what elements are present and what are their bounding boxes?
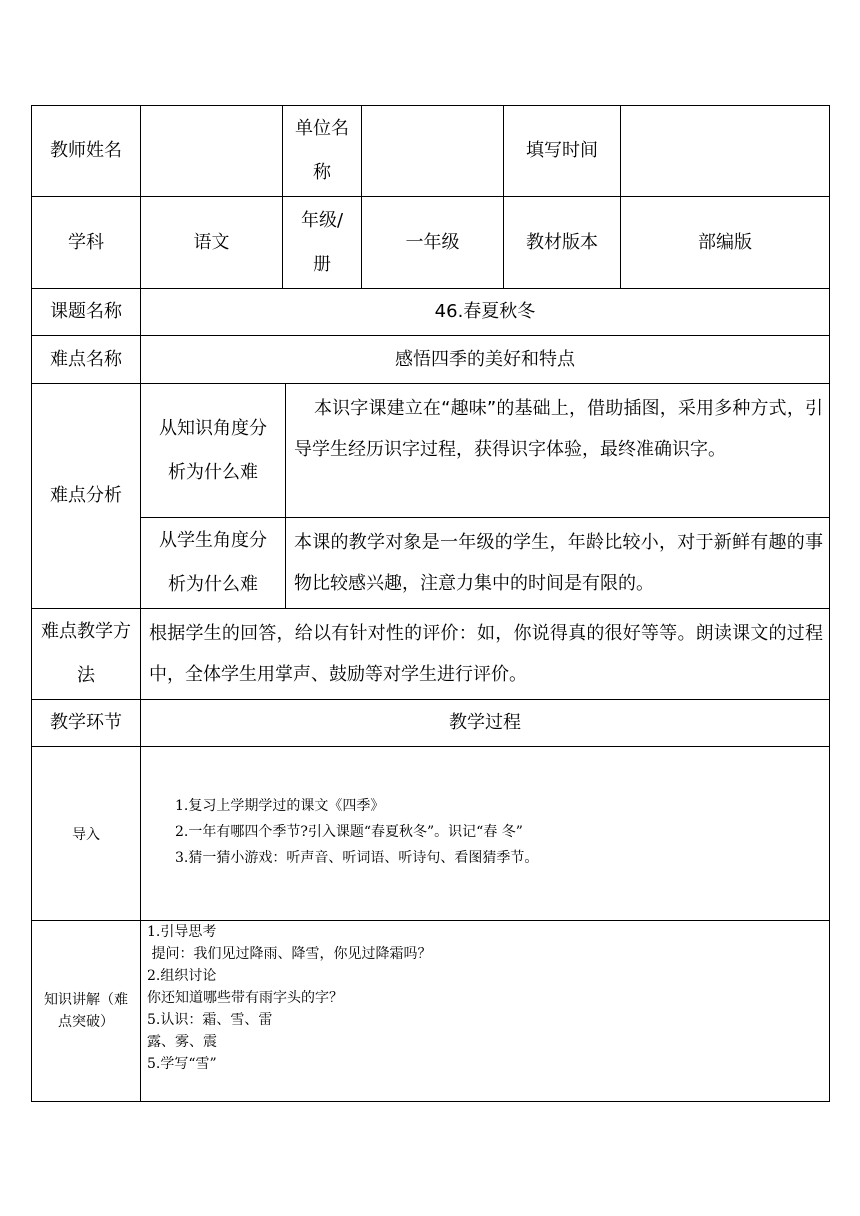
intro-item: 2.一年有哪四个季节?引入课题“春夏秋冬”。识记“春 冬” xyxy=(175,824,523,840)
topic-label xyxy=(31,288,141,336)
process-header-value xyxy=(140,699,830,747)
method-label-text: 难点教学方法 xyxy=(41,621,131,686)
topic-value xyxy=(140,288,830,336)
edition-label-text: 教材版本 xyxy=(526,231,598,253)
fill-time-value xyxy=(620,105,830,197)
difficulty-value-text: 感悟四季的美好和特点 xyxy=(395,348,575,370)
topic-value-text: 46.春夏秋冬 xyxy=(434,301,536,322)
process-header-label-text: 教学环节 xyxy=(50,712,122,733)
knowledge-angle-text xyxy=(285,383,830,518)
grade-value-text: 一年级 xyxy=(405,231,460,253)
intro-content xyxy=(140,746,830,921)
subject-value xyxy=(140,196,283,289)
process-header-label xyxy=(31,699,141,747)
knowledge-lecture-label-text: 知识讲解（难点突破） xyxy=(44,992,128,1030)
grade-label-text: 年级/册 xyxy=(300,209,344,275)
edition-value-text: 部编版 xyxy=(698,231,752,253)
difficulty-label-text: 难点名称 xyxy=(50,348,122,370)
student-angle-label-text: 从学生角度分析为什么难 xyxy=(159,530,267,595)
method-label xyxy=(31,608,141,700)
intro-item: 3.猜一猜小游戏：听声音、听词语、听诗句、看图猜季节。 xyxy=(175,850,539,866)
intro-item: 1.复习上学期学过的课文《四季》 xyxy=(175,798,385,814)
topic-label-text: 课题名称 xyxy=(50,301,122,322)
intro-label xyxy=(31,746,141,921)
difficulty-value xyxy=(140,335,830,384)
teacher-name-value xyxy=(140,105,283,197)
unit-name-label xyxy=(282,105,362,197)
lecture-line: 2.组织讨论 xyxy=(147,968,217,984)
knowledge-angle-label-text: 从知识角度分析为什么难 xyxy=(159,417,267,483)
student-angle-label xyxy=(140,517,286,609)
intro-label-text: 导入 xyxy=(72,826,100,843)
analysis-label xyxy=(31,383,141,609)
teacher-name-label xyxy=(31,105,141,197)
knowledge-angle-text-content: 本识字课建立在“趣味”的基础上，借助插图，采用多种方式，引导学生经历识字过程，获得识字体验，最终准确识字。 xyxy=(294,398,823,460)
method-text xyxy=(140,608,830,700)
teacher-name-label-text: 教师姓名 xyxy=(50,140,122,161)
student-angle-text xyxy=(285,517,830,609)
unit-name-value xyxy=(361,105,504,197)
lecture-line: 提问：我们见过降雨、降雪，你见过降霜吗？ xyxy=(147,946,432,962)
knowledge-lecture-content xyxy=(140,920,830,1102)
process-header-value-text: 教学过程 xyxy=(449,712,521,733)
analysis-label-text: 难点分析 xyxy=(50,485,122,506)
unit-name-label-text: 单位名称 xyxy=(295,118,349,183)
edition-label xyxy=(503,196,621,289)
edition-value xyxy=(620,196,830,289)
method-text-content: 根据学生的回答，给以有针对性的评价：如，你说得真的很好等等。朗读课文的过程中，全体学生用掌声、鼓励等对学生进行评价。 xyxy=(149,623,823,685)
lecture-line: 露、雾、震 xyxy=(147,1034,217,1050)
knowledge-lecture-label xyxy=(31,920,141,1102)
subject-label-text: 学科 xyxy=(68,231,104,253)
subject-value-text: 语文 xyxy=(193,231,230,253)
subject-label xyxy=(31,196,141,289)
lecture-line: 你还知道哪些带有雨字头的字？ xyxy=(147,990,343,1006)
grade-value xyxy=(361,196,504,289)
lecture-line: 5.认识：霜、雪、雷 xyxy=(147,1012,273,1028)
lecture-line: 5.学写“雪” xyxy=(147,1056,217,1072)
student-angle-text-content: 本课的教学对象是一年级的学生，年龄比较小，对于新鲜有趣的事物比较感兴趣，注意力集中的时间是有限的。 xyxy=(294,532,823,594)
grade-label xyxy=(282,196,362,289)
difficulty-label xyxy=(31,335,141,384)
fill-time-label-text: 填写时间 xyxy=(526,140,598,161)
knowledge-angle-label xyxy=(140,383,286,518)
fill-time-label xyxy=(503,105,621,197)
lecture-line: 1.引导思考 xyxy=(147,924,217,940)
